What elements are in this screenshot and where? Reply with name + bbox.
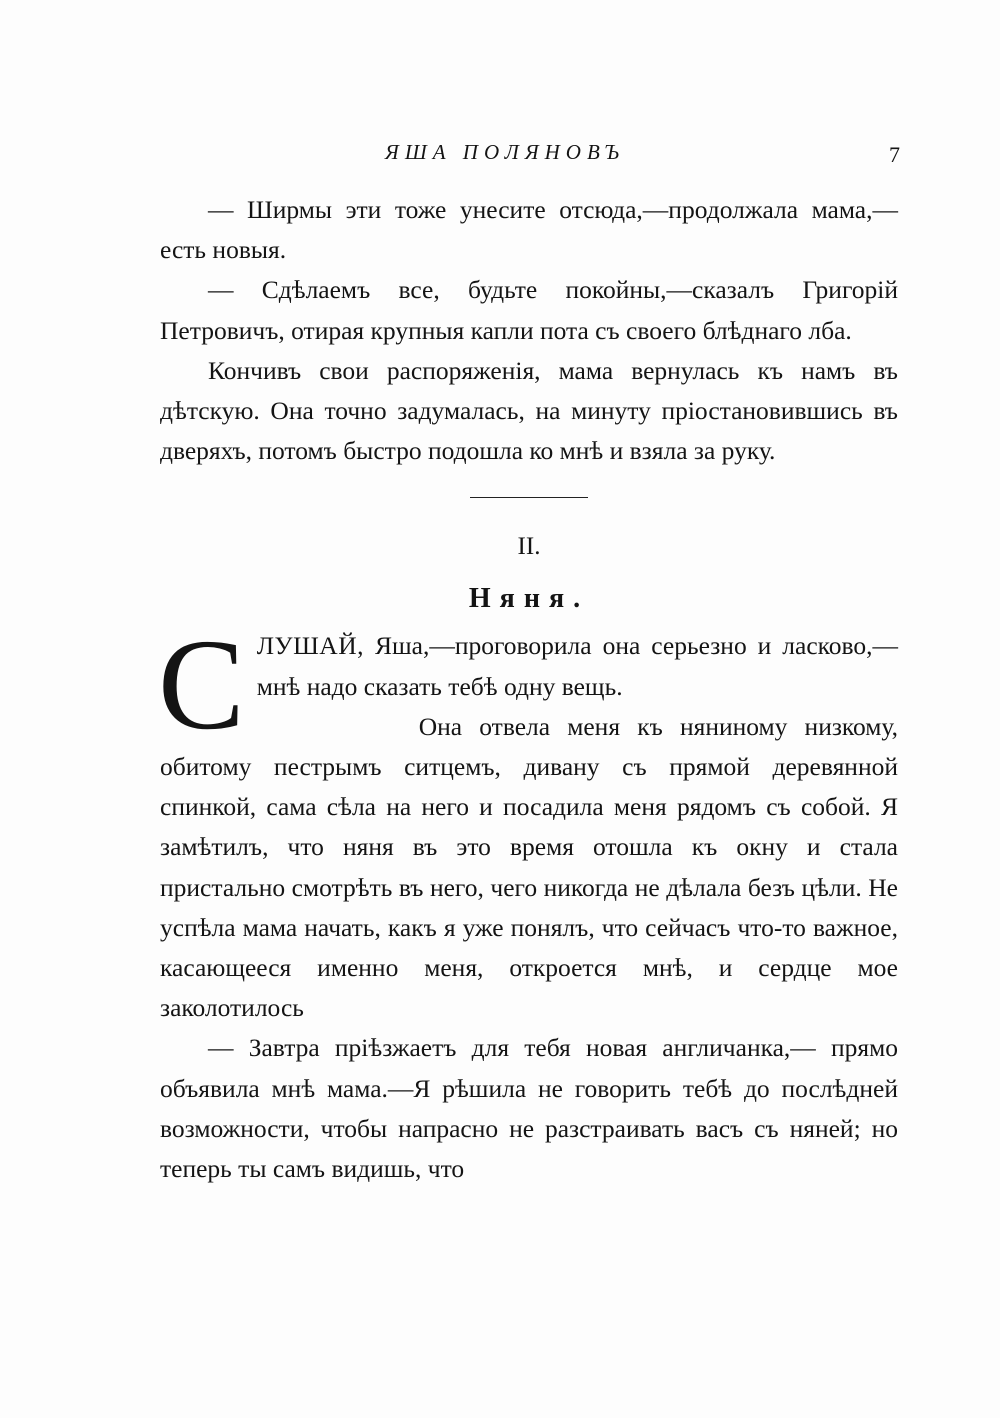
paragraph: Она отвела меня къ няниному низкому, обитому пестрымъ ситцемъ, дивану съ прямой деревянной спинкой, сама сѣла на него и посадила меня рядомъ съ собой. Я замѣтилъ, что няня въ это время отошла къ окну и стала пристально смотрѣть въ него, чего никогда не дѣлала безъ цѣли. Не успѣла мама начать, какъ я уже понялъ, что сейчасъ что-то важное, касающееся именно меня, откроется мнѣ, и сердце мое заколотилось	[160, 711, 898, 1023]
paragraph: Кончивъ свои распоряженія, мама вернулась къ намъ въ дѣтскую. Она точно задумалась, на минуту пріостановившись въ дверяхъ, потомъ быстро подошла ко мнѣ и взяла за руку.	[160, 355, 898, 466]
page-number: 7	[889, 142, 900, 167]
drop-cap: С	[158, 613, 245, 758]
section-divider	[470, 497, 588, 498]
chapter-title: Няня.	[468, 583, 590, 615]
paragraph: — Сдѣлаемъ все, будьте покойны,—сказалъ Григорій Петровичъ, отирая крупныя капли пота съ своего блѣднаго лба.	[160, 275, 898, 345]
opening-text: Яша,—проговорила она серьезно и ласково,—мнѣ надо сказать тебѣ одну вещь.	[256, 631, 898, 701]
paragraph: — Ширмы эти тоже унесите отсюда,—продолжала мама,—есть новыя.	[160, 195, 898, 265]
opening-paragraph	[158, 613, 898, 758]
paragraph: — Завтра пріѣзжаетъ для тебя новая англичанка,— прямо объявила мнѣ мама.—Я рѣшила не говорить тебѣ до послѣдней возможности, чтобы напрасно не разстраивать васъ съ няней; но теперь ты самъ видишь, что	[160, 1033, 898, 1184]
opening-first-word: ЛУШАЙ,	[256, 631, 364, 661]
page-body	[160, 190, 898, 1189]
chapter-number: II.	[517, 533, 541, 561]
running-header	[160, 140, 900, 170]
running-title: ЯША ПОЛЯНОВЪ	[385, 140, 625, 164]
